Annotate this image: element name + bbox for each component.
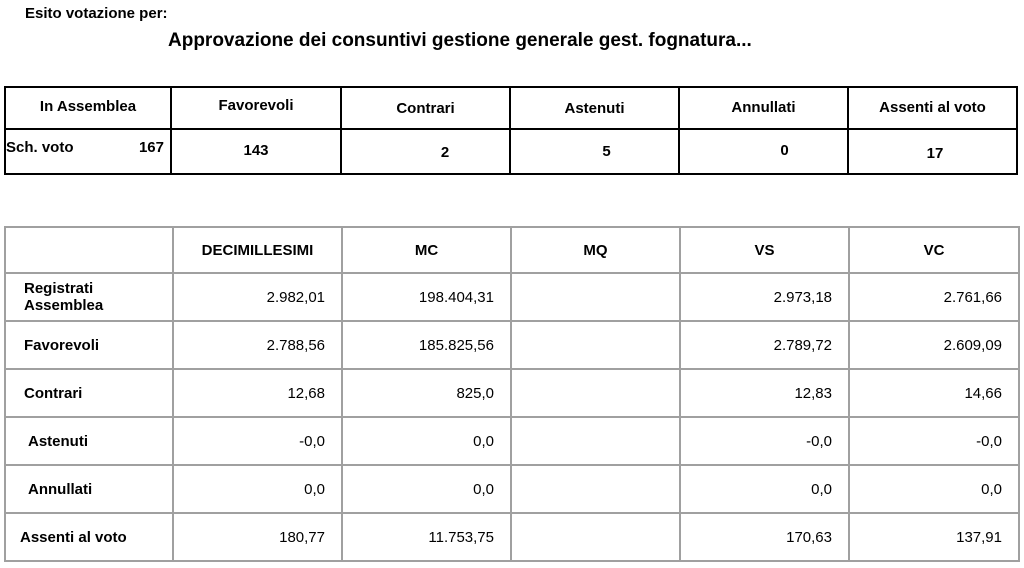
cell-vs: 2.973,18 <box>680 273 849 321</box>
summary-row-label: Sch. voto <box>6 139 74 156</box>
vote-summary-table <box>4 86 1018 176</box>
cell-decimillesimi: 180,77 <box>173 513 342 561</box>
row-label-astenuti: Astenuti <box>5 417 173 465</box>
cell-mq <box>511 417 680 465</box>
cell-decimillesimi: 0,0 <box>173 465 342 513</box>
summary-value-assenti: 17 <box>926 145 944 162</box>
summary-border <box>4 86 1018 88</box>
vote-detail-table <box>4 226 1020 562</box>
cell-vs: 170,63 <box>680 513 849 561</box>
cell-vc: 137,91 <box>849 513 1019 561</box>
summary-border <box>4 173 1018 175</box>
cell-mc: 198.404,31 <box>342 273 511 321</box>
vote-result-label: Esito votazione per: <box>25 5 168 22</box>
cell-decimillesimi: 2.982,01 <box>173 273 342 321</box>
row-label-annullati: Annullati <box>5 465 173 513</box>
cell-mq <box>511 321 680 369</box>
table-row <box>5 465 1019 513</box>
summary-border <box>4 128 1018 130</box>
cell-decimillesimi: -0,0 <box>173 417 342 465</box>
cell-mc: 0,0 <box>342 417 511 465</box>
row-label-favorevoli: Favorevoli <box>5 321 173 369</box>
detail-header-vc: VC <box>849 227 1019 273</box>
cell-vc: 14,66 <box>849 369 1019 417</box>
cell-decimillesimi: 2.788,56 <box>173 321 342 369</box>
summary-header-assenti: Assenti al voto <box>879 99 986 116</box>
row-label-registrati: Registrati Assemblea <box>5 273 173 321</box>
summary-value-contrari: 2 <box>440 144 450 161</box>
row-label-assenti: Assenti al voto <box>5 513 173 561</box>
summary-value-annullati: 0 <box>780 142 789 159</box>
detail-header-decimillesimi: DECIMILLESIMI <box>173 227 342 273</box>
summary-value-astenuti: 5 <box>602 143 611 160</box>
summary-header-in-assemblea: In Assemblea <box>39 98 137 115</box>
cell-decimillesimi: 12,68 <box>173 369 342 417</box>
cell-mc: 825,0 <box>342 369 511 417</box>
cell-mq <box>511 513 680 561</box>
cell-vs: 2.789,72 <box>680 321 849 369</box>
cell-vc: -0,0 <box>849 417 1019 465</box>
cell-mc: 0,0 <box>342 465 511 513</box>
cell-mc: 185.825,56 <box>342 321 511 369</box>
table-row <box>5 369 1019 417</box>
cell-mq <box>511 273 680 321</box>
summary-header-astenuti: Astenuti <box>564 100 625 117</box>
table-row <box>5 273 1019 321</box>
cell-mq <box>511 369 680 417</box>
summary-header-contrari: Contrari <box>396 100 455 117</box>
vote-subject-title: Approvazione dei consuntivi gestione generale gest. fognatura... <box>168 30 752 51</box>
detail-header-mq: MQ <box>511 227 680 273</box>
table-row <box>5 513 1019 561</box>
detail-header-mc: MC <box>342 227 511 273</box>
cell-mc: 11.753,75 <box>342 513 511 561</box>
table-row <box>5 417 1019 465</box>
detail-header-row <box>5 227 1019 273</box>
table-row <box>5 321 1019 369</box>
cell-vc: 2.609,09 <box>849 321 1019 369</box>
cell-vs: -0,0 <box>680 417 849 465</box>
summary-value-in-assemblea: 167 <box>138 139 164 156</box>
cell-vs: 0,0 <box>680 465 849 513</box>
cell-vs: 12,83 <box>680 369 849 417</box>
detail-header-vs: VS <box>680 227 849 273</box>
summary-value-favorevoli: 143 <box>243 142 269 159</box>
cell-mq <box>511 465 680 513</box>
summary-header-annullati: Annullati <box>731 99 796 116</box>
row-label-contrari: Contrari <box>5 369 173 417</box>
summary-header-favorevoli: Favorevoli <box>218 97 294 114</box>
cell-vc: 0,0 <box>849 465 1019 513</box>
cell-vc: 2.761,66 <box>849 273 1019 321</box>
detail-header-blank <box>5 227 173 273</box>
